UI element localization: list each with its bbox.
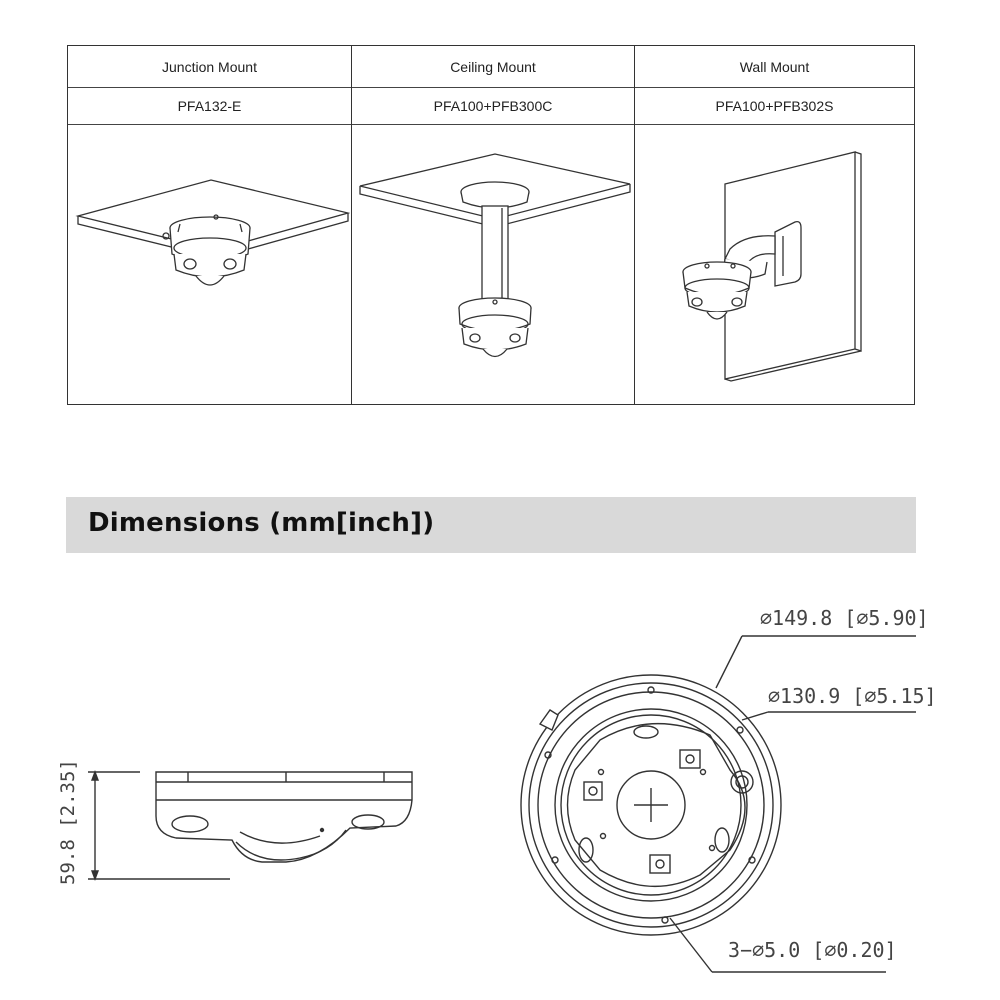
- mount-model-label: PFA132-E: [68, 87, 351, 125]
- mount-column-wall: [634, 46, 914, 404]
- wall-mount-illustration: [635, 124, 914, 404]
- inner-diameter-label: ⌀130.9 [⌀5.15]: [768, 684, 937, 708]
- mount-options-table: [67, 45, 915, 405]
- mount-model-label: PFA100+PFB302S: [635, 87, 914, 125]
- mount-type-label: Wall Mount: [635, 46, 914, 88]
- section-title: Dimensions (mm[inch]): [88, 508, 435, 538]
- mount-type-label: Junction Mount: [68, 46, 351, 88]
- outer-diameter-label: ⌀149.8 [⌀5.90]: [760, 606, 929, 630]
- mount-column-junction: [68, 46, 351, 404]
- mounting-holes-label: 3−⌀5.0 [⌀0.20]: [728, 938, 897, 962]
- mount-model-label: PFA100+PFB300C: [352, 87, 634, 125]
- ceiling-mount-illustration: [352, 124, 634, 404]
- junction-mount-illustration: [68, 124, 351, 404]
- height-label: 59.8 [2.35]: [57, 759, 79, 885]
- mount-type-label: Ceiling Mount: [352, 46, 634, 88]
- side-view-drawing: [88, 772, 412, 879]
- dimensions-section-header: [66, 497, 916, 553]
- mount-column-ceiling: [351, 46, 634, 404]
